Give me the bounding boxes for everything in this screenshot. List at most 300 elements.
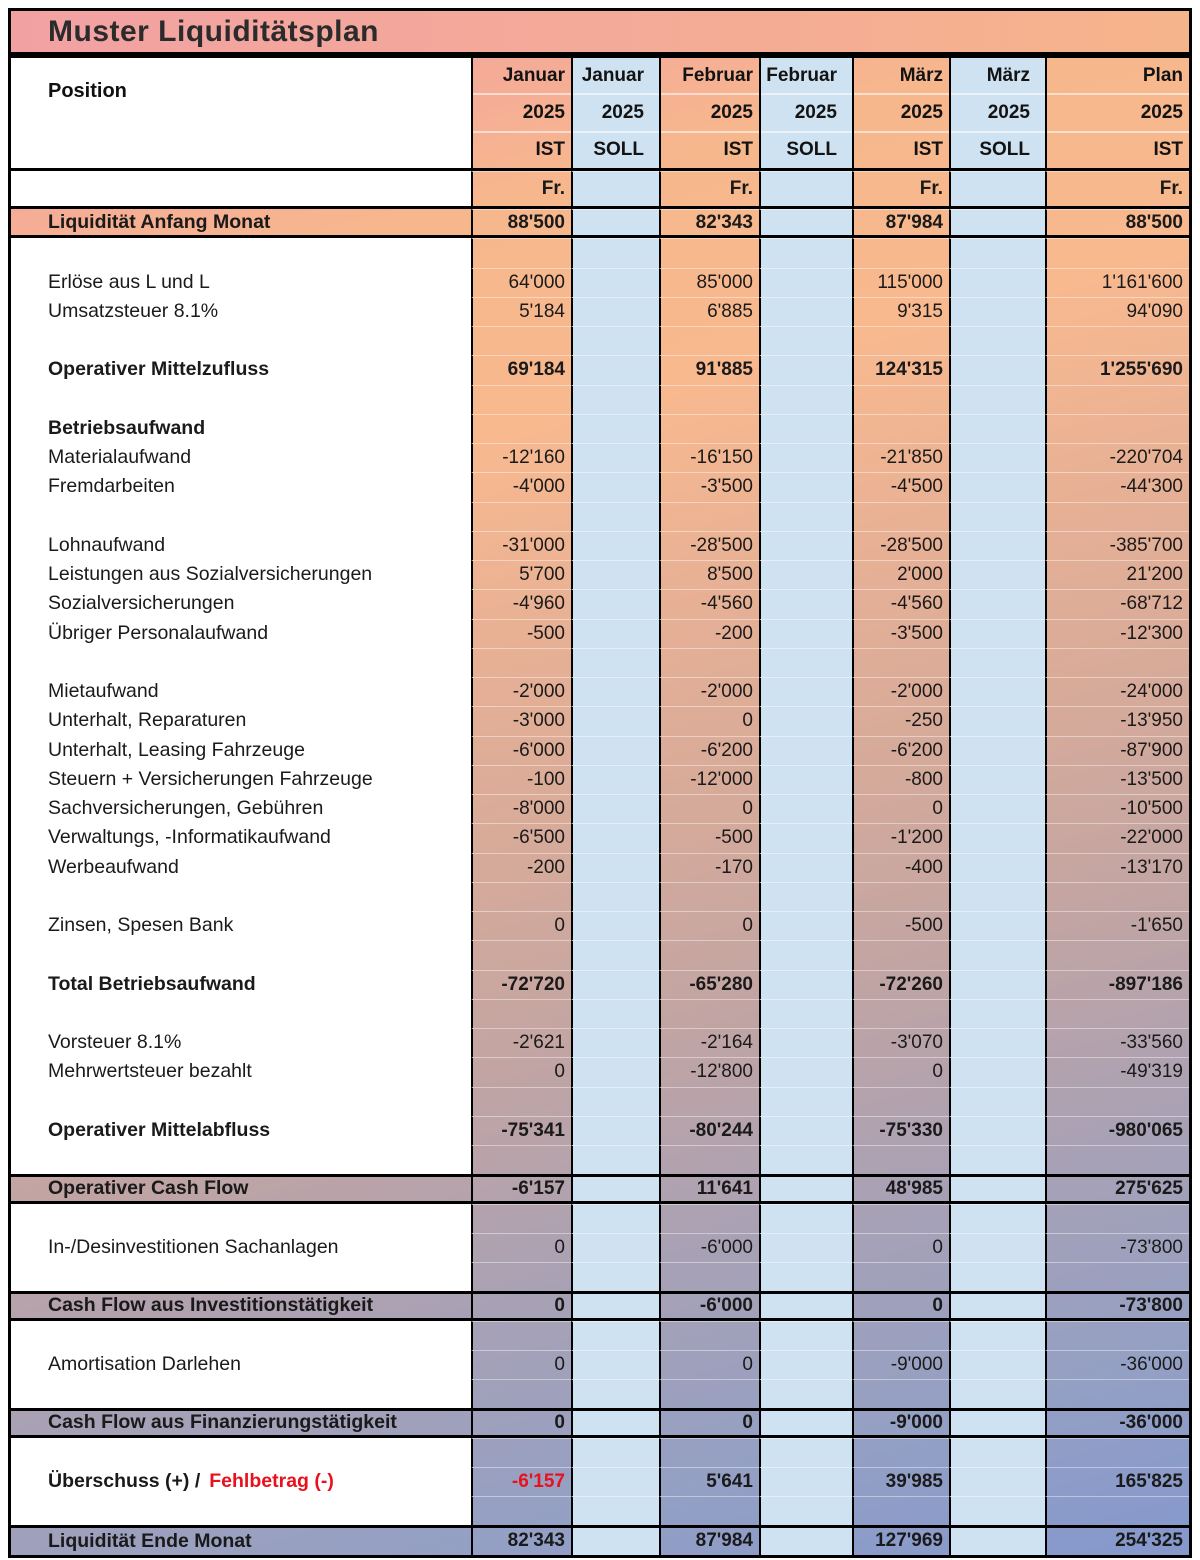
value-cell-januar-soll — [571, 853, 659, 882]
value-cell-marz-soll — [949, 706, 1045, 735]
value-cell-februar-ist: -12'000 — [659, 765, 759, 794]
value-cell-marz-ist: 115'000 — [852, 268, 949, 297]
column-header-februar-soll — [759, 58, 852, 168]
row-label: Total Betriebsaufwand — [48, 972, 256, 995]
row-label-cell — [11, 1379, 471, 1408]
value-cell-februar-ist — [659, 238, 759, 267]
value-cell-februar-soll — [759, 589, 852, 618]
value-cell-plan-ist: -220'704 — [1045, 443, 1189, 472]
value-cell-februar-ist — [659, 999, 759, 1028]
unit-cell-plan-ist: Fr. — [1045, 171, 1189, 206]
row-label: Übriger Personalaufwand — [48, 621, 269, 644]
value-cell-marz-soll — [949, 1233, 1045, 1262]
value-cell-marz-soll — [949, 560, 1045, 589]
value-cell-februar-soll — [759, 355, 852, 384]
row-label: Liquidität Anfang Monat — [48, 210, 271, 233]
value-cell-januar-soll — [571, 1233, 659, 1262]
value-cell-februar-soll — [759, 911, 852, 940]
unit-cell-marz-ist: Fr. — [852, 171, 949, 206]
value-cell-februar-soll — [759, 560, 852, 589]
value-cell-januar-soll — [571, 1379, 659, 1408]
value-cell-januar-soll — [571, 297, 659, 326]
value-cell-januar-ist: 82'343 — [471, 1525, 571, 1554]
value-cell-plan-ist: -980'065 — [1045, 1116, 1189, 1145]
value-cell-februar-soll — [759, 1233, 852, 1262]
row-label: Operativer Mittelabfluss — [48, 1118, 271, 1141]
value-cell-marz-soll — [949, 1291, 1045, 1320]
header-month-label: Plan — [1047, 58, 1189, 95]
value-cell-marz-ist: -400 — [852, 853, 949, 882]
value-cell-februar-ist: -65'280 — [659, 970, 759, 999]
row-label: Vorsteuer 8.1% — [48, 1031, 182, 1054]
value-cell-februar-soll — [759, 1467, 852, 1496]
value-cell-marz-soll — [949, 1408, 1045, 1437]
row-label-cell — [11, 1204, 471, 1233]
row-label-cell — [11, 853, 471, 882]
column-header-marz-soll — [949, 58, 1045, 168]
value-cell-februar-ist: 0 — [659, 1350, 759, 1379]
value-cell-januar-ist — [471, 940, 571, 969]
value-cell-januar-soll — [571, 999, 659, 1028]
value-cell-marz-ist: 48'985 — [852, 1174, 949, 1203]
value-cell-marz-ist: 2'000 — [852, 560, 949, 589]
row-label: Cash Flow aus Finanzierungstätigkeit — [48, 1411, 397, 1434]
value-cell-marz-soll — [949, 999, 1045, 1028]
value-cell-januar-ist — [471, 1204, 571, 1233]
value-cell-februar-soll — [759, 472, 852, 501]
value-cell-februar-soll — [759, 1057, 852, 1086]
value-cell-plan-ist: -385'700 — [1045, 531, 1189, 560]
row-label-cell — [11, 619, 471, 648]
unit-cell-februar-soll — [759, 171, 852, 206]
value-cell-februar-ist: -2'164 — [659, 1028, 759, 1057]
value-cell-plan-ist — [1045, 238, 1189, 267]
value-cell-marz-ist — [852, 385, 949, 414]
value-cell-marz-ist — [852, 940, 949, 969]
row-label-cell — [11, 1057, 471, 1086]
value-cell-plan-ist: 1'255'690 — [1045, 355, 1189, 384]
value-cell-marz-soll — [949, 1174, 1045, 1203]
value-cell-plan-ist: -13'170 — [1045, 853, 1189, 882]
value-cell-januar-ist: -6'157 — [471, 1174, 571, 1203]
value-cell-januar-ist — [471, 999, 571, 1028]
row-label-cell — [11, 385, 471, 414]
value-cell-februar-ist: -4'560 — [659, 589, 759, 618]
value-cell-marz-ist — [852, 1321, 949, 1350]
value-cell-marz-soll — [949, 970, 1045, 999]
value-cell-januar-ist: -31'000 — [471, 531, 571, 560]
value-cell-plan-ist — [1045, 940, 1189, 969]
value-cell-februar-soll — [759, 619, 852, 648]
value-cell-februar-ist: -170 — [659, 853, 759, 882]
value-cell-marz-ist — [852, 648, 949, 677]
row-label-cell — [11, 209, 471, 238]
value-cell-februar-soll — [759, 823, 852, 852]
value-cell-januar-ist: -12'160 — [471, 443, 571, 472]
value-cell-marz-soll — [949, 648, 1045, 677]
value-cell-februar-soll — [759, 1408, 852, 1437]
value-cell-februar-ist: 0 — [659, 1408, 759, 1437]
value-cell-januar-soll — [571, 648, 659, 677]
value-cell-marz-ist: 124'315 — [852, 355, 949, 384]
value-cell-marz-soll — [949, 385, 1045, 414]
value-cell-januar-soll — [571, 677, 659, 706]
row-label-cell — [11, 326, 471, 355]
value-cell-februar-ist: -500 — [659, 823, 759, 852]
value-cell-marz-soll — [949, 1204, 1045, 1233]
value-cell-januar-soll — [571, 1116, 659, 1145]
value-cell-januar-ist: -500 — [471, 619, 571, 648]
value-cell-marz-soll — [949, 677, 1045, 706]
value-cell-marz-ist — [852, 1145, 949, 1174]
value-cell-marz-soll — [949, 794, 1045, 823]
row-label-cell — [11, 882, 471, 911]
value-cell-januar-ist: 69'184 — [471, 355, 571, 384]
value-cell-marz-soll — [949, 619, 1045, 648]
row-label-cell — [11, 1028, 471, 1057]
row-label-cell — [11, 1408, 471, 1437]
value-cell-januar-soll — [571, 619, 659, 648]
column-header-januar-ist — [471, 58, 571, 168]
value-cell-februar-soll — [759, 648, 852, 677]
value-cell-februar-ist — [659, 1321, 759, 1350]
value-cell-januar-ist — [471, 882, 571, 911]
value-cell-februar-soll — [759, 531, 852, 560]
value-cell-januar-soll — [571, 765, 659, 794]
value-cell-marz-soll — [949, 1467, 1045, 1496]
value-cell-marz-soll — [949, 1145, 1045, 1174]
value-cell-januar-ist — [471, 1379, 571, 1408]
value-cell-januar-soll — [571, 472, 659, 501]
row-label-cell — [11, 1145, 471, 1174]
value-cell-februar-ist — [659, 940, 759, 969]
unit-row-label-cell — [11, 171, 471, 206]
value-cell-marz-ist: -4'500 — [852, 472, 949, 501]
value-cell-februar-ist: 0 — [659, 794, 759, 823]
value-cell-januar-ist: 64'000 — [471, 268, 571, 297]
row-label: Operativer Cash Flow — [48, 1177, 249, 1200]
value-cell-januar-ist: -100 — [471, 765, 571, 794]
value-cell-plan-ist: 94'090 — [1045, 297, 1189, 326]
value-cell-marz-ist: -28'500 — [852, 531, 949, 560]
value-cell-februar-ist: -3'500 — [659, 472, 759, 501]
value-cell-februar-soll — [759, 238, 852, 267]
row-label-cell — [11, 589, 471, 618]
unit-cell-januar-soll — [571, 171, 659, 206]
value-cell-januar-ist: -6'157 — [471, 1467, 571, 1496]
value-cell-februar-ist — [659, 1087, 759, 1116]
value-cell-plan-ist: 1'161'600 — [1045, 268, 1189, 297]
value-cell-februar-soll — [759, 1204, 852, 1233]
value-cell-januar-soll — [571, 940, 659, 969]
value-cell-februar-soll — [759, 209, 852, 238]
value-cell-marz-soll — [949, 882, 1045, 911]
value-cell-februar-soll — [759, 1145, 852, 1174]
row-label: Sozialversicherungen — [48, 592, 235, 615]
row-label: Materialaufwand — [48, 446, 192, 469]
value-cell-januar-soll — [571, 1174, 659, 1203]
row-label-cell — [11, 999, 471, 1028]
value-cell-januar-soll — [571, 443, 659, 472]
value-cell-plan-ist — [1045, 1145, 1189, 1174]
value-cell-februar-ist — [659, 1496, 759, 1525]
value-cell-plan-ist — [1045, 1438, 1189, 1467]
header-year-label: 2025 — [661, 95, 759, 132]
value-cell-februar-soll — [759, 1174, 852, 1203]
value-cell-januar-ist — [471, 1321, 571, 1350]
value-cell-januar-ist — [471, 502, 571, 531]
value-cell-marz-ist — [852, 1087, 949, 1116]
row-label-cell — [11, 823, 471, 852]
value-cell-februar-soll — [759, 1438, 852, 1467]
value-cell-plan-ist: -87'900 — [1045, 736, 1189, 765]
value-cell-januar-ist — [471, 648, 571, 677]
value-cell-februar-soll — [759, 326, 852, 355]
value-cell-marz-ist: 0 — [852, 1057, 949, 1086]
value-cell-marz-soll — [949, 1525, 1045, 1554]
value-cell-februar-ist: 8'500 — [659, 560, 759, 589]
value-cell-marz-soll — [949, 765, 1045, 794]
row-label: Mietaufwand — [48, 680, 159, 703]
table-header-row — [11, 58, 1189, 171]
row-label: Mehrwertsteuer bezahlt — [48, 1060, 252, 1083]
value-cell-februar-ist — [659, 1379, 759, 1408]
value-cell-februar-ist: 82'343 — [659, 209, 759, 238]
row-label-cell — [11, 502, 471, 531]
column-header-marz-ist — [852, 58, 949, 168]
row-label: Sachversicherungen, Gebühren — [48, 797, 324, 820]
value-cell-januar-ist: 0 — [471, 1350, 571, 1379]
value-cell-plan-ist — [1045, 1496, 1189, 1525]
value-cell-plan-ist — [1045, 999, 1189, 1028]
value-cell-marz-ist — [852, 1262, 949, 1291]
value-cell-marz-soll — [949, 853, 1045, 882]
row-label-cell — [11, 765, 471, 794]
value-cell-marz-ist: -9'000 — [852, 1350, 949, 1379]
value-cell-februar-soll — [759, 502, 852, 531]
value-cell-februar-ist: 6'885 — [659, 297, 759, 326]
row-label-cell — [11, 355, 471, 384]
value-cell-februar-ist: -28'500 — [659, 531, 759, 560]
row-label: Unterhalt, Leasing Fahrzeuge — [48, 738, 305, 761]
row-label-cell — [11, 1262, 471, 1291]
value-cell-februar-ist: 87'984 — [659, 1525, 759, 1554]
header-year-label: 2025 — [1047, 95, 1189, 132]
value-cell-januar-soll — [571, 1028, 659, 1057]
value-cell-februar-soll — [759, 414, 852, 443]
value-cell-februar-soll — [759, 1028, 852, 1057]
value-cell-januar-soll — [571, 1350, 659, 1379]
value-cell-januar-soll — [571, 531, 659, 560]
value-cell-februar-ist: -80'244 — [659, 1116, 759, 1145]
unit-cell-januar-ist: Fr. — [471, 171, 571, 206]
row-label-cell — [11, 1116, 471, 1145]
value-cell-januar-soll — [571, 238, 659, 267]
value-cell-januar-soll — [571, 502, 659, 531]
value-cell-februar-soll — [759, 1321, 852, 1350]
value-cell-marz-ist — [852, 414, 949, 443]
value-cell-januar-soll — [571, 1087, 659, 1116]
value-cell-marz-ist: -4'560 — [852, 589, 949, 618]
value-cell-marz-ist: 9'315 — [852, 297, 949, 326]
value-cell-plan-ist — [1045, 1321, 1189, 1350]
value-cell-plan-ist — [1045, 1087, 1189, 1116]
value-cell-februar-soll — [759, 970, 852, 999]
value-cell-februar-ist — [659, 326, 759, 355]
value-cell-januar-soll — [571, 1438, 659, 1467]
value-cell-marz-ist: 39'985 — [852, 1467, 949, 1496]
value-cell-januar-soll — [571, 326, 659, 355]
value-cell-plan-ist: -10'500 — [1045, 794, 1189, 823]
title-bar — [8, 8, 1192, 55]
row-label: Amortisation Darlehen — [48, 1352, 241, 1375]
header-year-label: 2025 — [854, 95, 949, 132]
value-cell-marz-ist: 0 — [852, 794, 949, 823]
value-cell-februar-soll — [759, 268, 852, 297]
row-label-cell — [11, 531, 471, 560]
row-label-cell — [11, 1438, 471, 1467]
value-cell-januar-soll — [571, 1291, 659, 1320]
value-cell-februar-soll — [759, 297, 852, 326]
header-month-label: März — [951, 58, 1045, 95]
value-cell-februar-soll — [759, 940, 852, 969]
value-cell-plan-ist: -49'319 — [1045, 1057, 1189, 1086]
value-cell-marz-soll — [949, 823, 1045, 852]
value-cell-plan-ist: -897'186 — [1045, 970, 1189, 999]
row-label: Verwaltungs, -Informatikaufwand — [48, 826, 331, 849]
value-cell-januar-ist: -2'621 — [471, 1028, 571, 1057]
value-cell-februar-soll — [759, 1496, 852, 1525]
value-cell-januar-ist: -8'000 — [471, 794, 571, 823]
value-cell-plan-ist — [1045, 882, 1189, 911]
value-cell-februar-ist: 5'641 — [659, 1467, 759, 1496]
header-kind-label: SOLL — [593, 139, 644, 161]
row-label-cell — [11, 297, 471, 326]
value-cell-plan-ist — [1045, 1379, 1189, 1408]
row-label-cell — [11, 970, 471, 999]
value-cell-januar-ist — [471, 326, 571, 355]
value-cell-marz-soll — [949, 414, 1045, 443]
value-cell-februar-ist: -2'000 — [659, 677, 759, 706]
value-cell-marz-ist: -800 — [852, 765, 949, 794]
document-page — [8, 8, 1192, 1558]
value-cell-januar-soll — [571, 1145, 659, 1174]
value-cell-februar-ist: 85'000 — [659, 268, 759, 297]
value-cell-februar-ist: -6'000 — [659, 1233, 759, 1262]
value-cell-januar-ist: -6'000 — [471, 736, 571, 765]
row-label-cell — [11, 648, 471, 677]
value-cell-marz-soll — [949, 443, 1045, 472]
value-cell-marz-ist — [852, 326, 949, 355]
row-label: Liquidität Ende Monat — [48, 1529, 252, 1552]
header-month-label: März — [854, 58, 949, 95]
value-cell-marz-ist — [852, 882, 949, 911]
value-cell-januar-soll — [571, 1467, 659, 1496]
value-cell-februar-soll — [759, 706, 852, 735]
value-cell-januar-ist: -75'341 — [471, 1116, 571, 1145]
value-cell-marz-soll — [949, 355, 1045, 384]
value-cell-februar-soll — [759, 882, 852, 911]
value-cell-marz-ist: -72'260 — [852, 970, 949, 999]
value-cell-januar-soll — [571, 589, 659, 618]
value-cell-februar-soll — [759, 385, 852, 414]
value-cell-marz-ist — [852, 999, 949, 1028]
value-cell-februar-ist: -12'800 — [659, 1057, 759, 1086]
value-cell-marz-ist — [852, 1379, 949, 1408]
value-cell-januar-soll — [571, 1408, 659, 1437]
header-kind-label: IST — [535, 139, 565, 161]
header-year-label: 2025 — [951, 95, 1045, 132]
value-cell-plan-ist — [1045, 502, 1189, 531]
currency-unit-row — [11, 171, 1189, 209]
row-label: Operativer Mittelzufluss — [48, 358, 270, 381]
value-cell-marz-soll — [949, 736, 1045, 765]
value-cell-februar-ist: -200 — [659, 619, 759, 648]
value-cell-plan-ist: -36'000 — [1045, 1350, 1189, 1379]
header-kind-label: SOLL — [979, 139, 1030, 161]
value-cell-januar-soll — [571, 268, 659, 297]
value-cell-januar-ist — [471, 1145, 571, 1174]
value-cell-januar-ist — [471, 1087, 571, 1116]
header-kind-label: IST — [723, 139, 753, 161]
value-cell-februar-ist — [659, 1204, 759, 1233]
value-cell-januar-ist: -72'720 — [471, 970, 571, 999]
value-cell-marz-ist: 0 — [852, 1291, 949, 1320]
value-cell-januar-ist: -4'960 — [471, 589, 571, 618]
value-cell-januar-soll — [571, 1525, 659, 1554]
column-header-januar-soll — [571, 58, 659, 168]
value-cell-januar-soll — [571, 882, 659, 911]
row-label-cell — [11, 736, 471, 765]
value-cell-februar-ist: 91'885 — [659, 355, 759, 384]
header-year-label: 2025 — [573, 95, 659, 132]
value-cell-plan-ist: -44'300 — [1045, 472, 1189, 501]
value-cell-februar-soll — [759, 1350, 852, 1379]
value-cell-januar-soll — [571, 1496, 659, 1525]
row-label-cell — [11, 472, 471, 501]
value-cell-februar-ist — [659, 648, 759, 677]
value-cell-februar-soll — [759, 794, 852, 823]
value-cell-plan-ist: -13'500 — [1045, 765, 1189, 794]
value-cell-marz-soll — [949, 911, 1045, 940]
value-cell-februar-soll — [759, 999, 852, 1028]
row-label-cell — [11, 1350, 471, 1379]
value-cell-marz-soll — [949, 1116, 1045, 1145]
value-cell-plan-ist: 254'325 — [1045, 1525, 1189, 1554]
row-label-cell — [11, 677, 471, 706]
value-cell-februar-ist — [659, 414, 759, 443]
row-label: Cash Flow aus Investitionstätigkeit — [48, 1294, 374, 1317]
value-cell-marz-ist: 0 — [852, 1233, 949, 1262]
value-cell-februar-ist: -16'150 — [659, 443, 759, 472]
row-label-cell — [11, 414, 471, 443]
position-header-label: Position — [48, 80, 127, 102]
header-kind-label: SOLL — [786, 139, 837, 161]
position-header-cell — [11, 58, 471, 168]
value-cell-januar-ist: 5'700 — [471, 560, 571, 589]
row-label-cell — [11, 706, 471, 735]
value-cell-januar-soll — [571, 209, 659, 238]
value-cell-marz-soll — [949, 531, 1045, 560]
value-cell-februar-ist — [659, 882, 759, 911]
value-cell-januar-soll — [571, 385, 659, 414]
liquidity-table — [8, 55, 1192, 1558]
row-label-cell — [11, 1233, 471, 1262]
value-cell-marz-ist: -250 — [852, 706, 949, 735]
value-cell-januar-ist: 5'184 — [471, 297, 571, 326]
value-cell-marz-soll — [949, 1057, 1045, 1086]
value-cell-januar-ist — [471, 1496, 571, 1525]
